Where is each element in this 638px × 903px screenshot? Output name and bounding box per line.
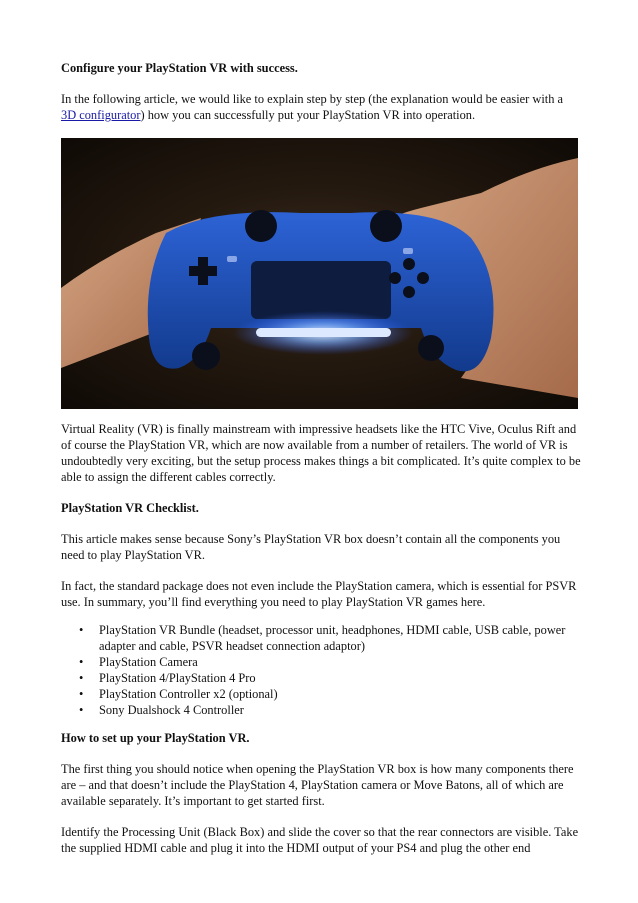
list-item [79,654,581,670]
fact-paragraph: In fact, the standard package does not even include the PlayStation camera, which is essential for PSVR use. In summary, you’ll find everything you need to play PlayStation VR games here. [61,579,577,609]
intro-paragraph [61,91,581,123]
list-item-text: PlayStation Controller x2 (optional) [99,687,278,701]
right-grip-button [418,335,444,361]
circle-button [417,272,429,284]
list-item-text: PlayStation 4/PlayStation 4 Pro [99,671,256,685]
intro-text-start: In the following article, we would like to explain step by step (the explanation would be easier with a [61,92,564,106]
bullet: • [79,671,84,685]
left-grip-button [192,342,220,370]
controller-photo [61,138,578,409]
bullet: • [79,623,84,637]
list-item [79,686,581,702]
list-item [79,622,581,654]
vr-paragraph: Virtual Reality (VR) is finally mainstream with impressive headsets like the HTC Vive, Oculus Rift and of course the PlayStation VR, which are now available from a number of retailers. The world of VR is undoubtedly very exciting, but the setup process makes things a bit complicated. It’s quite complex to be able to assign the different cables correctly. [61,422,581,484]
list-item-text: PlayStation VR Bundle (headset, processor unit, headphones, HDMI cable, USB cable, power adapter and cable, PSVR headset connection adaptor) [99,623,566,653]
triangle-button [403,258,415,270]
first-paragraph: The first thing you should notice when opening the PlayStation VR box is how many components there are – and that doesn’t include the PlayStation 4, PlayStation camera or Move Batons, all of which are available separately. It’s important to get started first. [61,762,574,808]
right-stick [370,210,402,242]
light-bar [256,328,391,337]
share-button [227,256,237,262]
list-item [79,702,581,718]
bullet: • [79,703,84,717]
bullet: • [79,655,84,669]
3d-configurator-link[interactable]: 3D configurator [61,108,141,122]
list-item-text: Sony Dualshock 4 Controller [99,703,244,717]
square-button [389,272,401,284]
options-button [403,248,413,254]
sense-paragraph: This article makes sense because Sony’s PlayStation VR box doesn’t contain all the components you need to play PlayStation VR. [61,532,561,562]
intro-text-end: ) how you can successfully put your PlayStation VR into operation. [140,108,476,122]
list-item-text: PlayStation Camera [99,655,198,669]
left-stick [245,210,277,242]
document-title: Configure your PlayStation VR with success. [61,61,298,75]
controller-illustration [61,138,578,409]
setup-heading: How to set up your PlayStation VR. [61,731,250,745]
checklist-heading: PlayStation VR Checklist. [61,501,199,515]
checklist [61,622,581,718]
dpad-vertical [198,257,208,285]
list-item [79,670,581,686]
cross-button [403,286,415,298]
document-body [61,60,581,871]
touchpad [251,261,391,319]
bullet: • [79,687,84,701]
identify-paragraph: Identify the Processing Unit (Black Box) and slide the cover so that the rear connectors are visible. Take the supplied HDMI cable and plug it into the HDMI output of your PS4 and plug the other end [61,825,579,855]
